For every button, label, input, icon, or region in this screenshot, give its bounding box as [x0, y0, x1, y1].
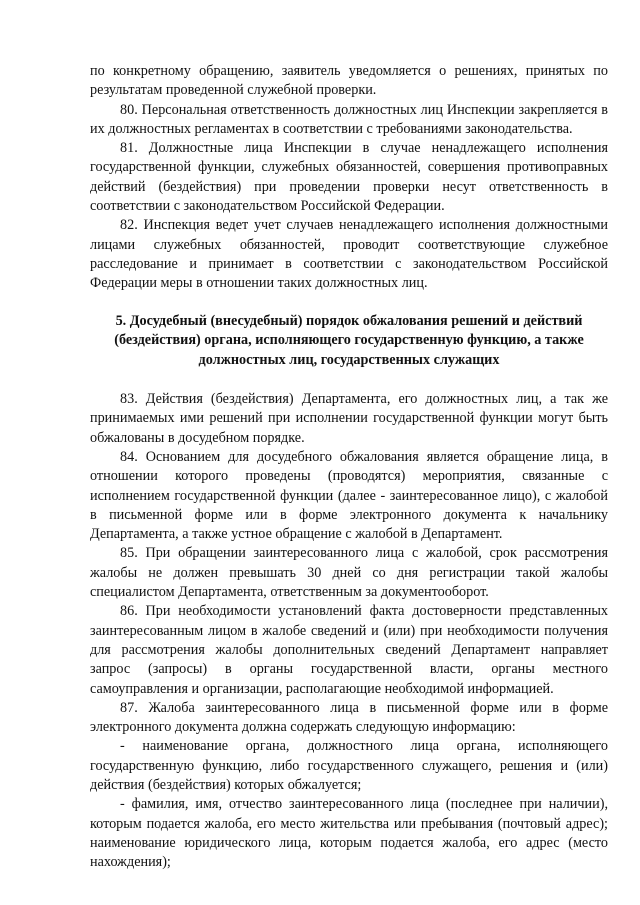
paragraph-83: 83. Действия (бездействия) Департамента, его должностных лиц, а так же принимаемых ими решений при исполнении государственной функции могут быть обжалованы в досудебном порядке.: [90, 391, 608, 446]
paragraph-81: 81. Должностные лица Инспекции в случае ненадлежащего исполнения государственной функции, служебных обязанностей, совершения противоправных действий (бездействия) при проведении проверки несут ответственность в соответствии с законодательством Российской Федерации.: [90, 140, 608, 215]
paragraph-84: 84. Основанием для досудебного обжалования является обращение лица, в отношении которого проведены (проводятся) мероприятия, связанные с исполнением государственной функции (далее - заинтересованное лицо), с жалобой в письменной форме или в форме электронного документа к начальнику Департамента, а также устное обращение с жалобой в Департамент.: [90, 448, 608, 543]
list-item-organ: - наименование органа, должностного лица органа, исполняющего государственную функцию, либо государственного служащего, решения и (или) действия (бездействия) которых обжалуется;: [90, 738, 608, 793]
paragraph-85: 85. При обращении заинтересованного лица с жалобой, срок рассмотрения жалобы не должен превышать 30 дней со дня регистрации такой жалобы специалистом Департамента, ответственным за документооборот.: [90, 545, 608, 601]
paragraph-82: 82. Инспекция ведет учет случаев ненадлежащего исполнения должностными лицами служебных обязанностей, проводит соответствующие служебное расследование и принимает в соответствии с законодательством Российской Федерации меры в отношении таких должностных лиц.: [90, 217, 608, 292]
paragraph-86: 86. При необходимости установлений факта достоверности представленных заинтересованным лицом в жалобе сведений и (или) при необходимости получения для рассмотрения жалобы дополнительных сведений Департамент направляет запрос (запросы) в органы государственной власти, органы местного самоуправления и организации, располагающие необходимой информацией.: [90, 603, 608, 697]
document-page: [90, 62, 608, 872]
section-heading: 5. Досудебный (внесудебный) порядок обжалования решений и действий (бездействия) органа, исполняющего государственную функцию, а также должностных лиц, государственных служащих: [114, 312, 584, 368]
paragraph-87: 87. Жалоба заинтересованного лица в письменной форме или в форме электронного документа должна содержать следующую информацию:: [90, 699, 608, 736]
paragraph-80: 80. Персональная ответственность должностных лиц Инспекции закрепляется в их должностных регламентах в соответствии с требованиями законодательства.: [90, 101, 608, 137]
list-item-applicant: - фамилия, имя, отчество заинтересованного лица (последнее при наличии), которым подается жалоба, его место жительства или пребывания (почтовый адрес); наименование юридического лица, которым подается жалоба, его адрес (место нахождения);: [90, 796, 608, 871]
paragraph-continued: по конкретному обращению, заявитель уведомляется о решениях, принятых по результатам проведенной служебной проверки.: [90, 63, 608, 99]
